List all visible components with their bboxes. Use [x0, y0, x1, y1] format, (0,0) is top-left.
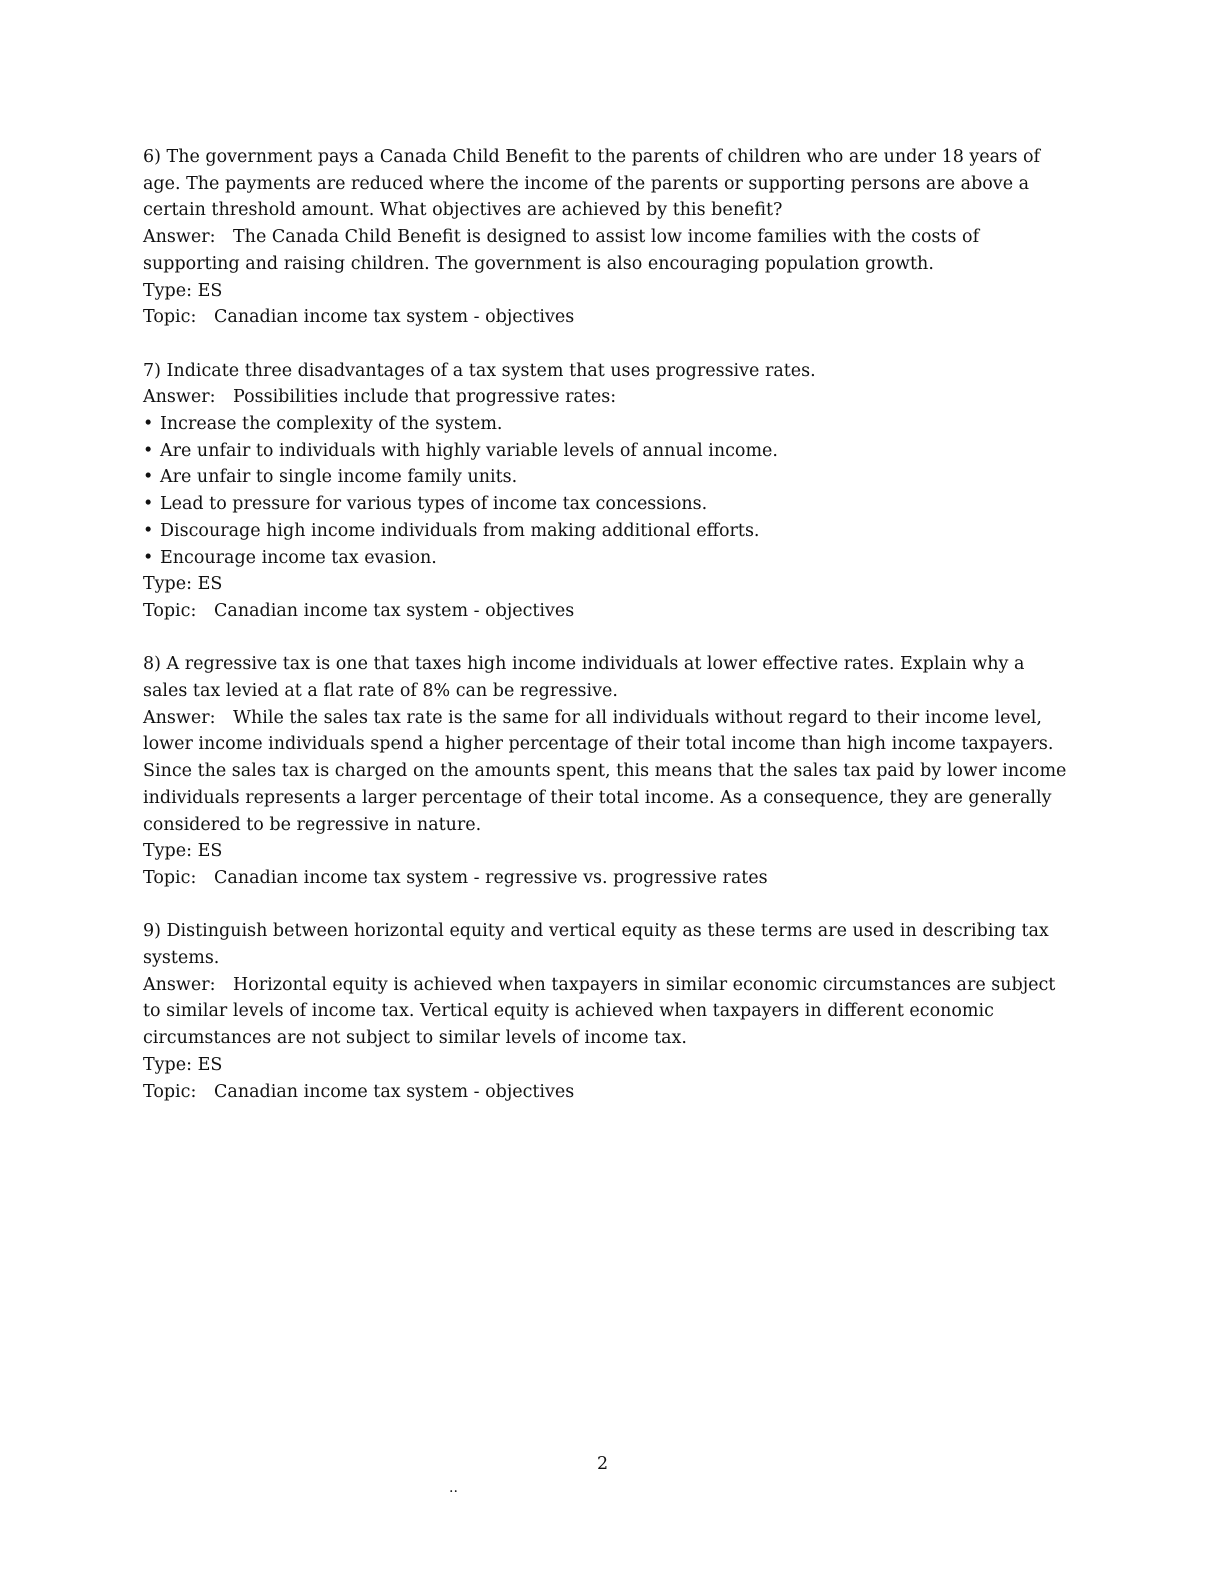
question-8: [143, 651, 1073, 891]
list-item: [143, 518, 1073, 545]
topic-label: Topic:: [143, 307, 197, 328]
bullet-list: [143, 411, 1073, 571]
list-item-text: Are unfair to single income family units.: [160, 467, 518, 488]
answer-text: While the sales tax rate is the same for all individuals without regard to their income level, lower income individuals spend a higher percentage of their total income than high income taxpayers. Since the sales tax is charged on the amounts spent, this means that the sales tax paid by lower income individuals represents a larger percentage of their total income. As a consequence, they are generally considered to be regressive in nature.: [143, 707, 1067, 835]
topic-label: Topic:: [143, 867, 197, 888]
list-item: [143, 545, 1073, 572]
list-item: [143, 411, 1073, 438]
bullet-icon: •: [143, 467, 154, 488]
topic-text: Canadian income tax system - regressive vs. progressive rates: [214, 867, 768, 888]
question-9: [143, 918, 1073, 1105]
topic-label: Topic:: [143, 600, 197, 621]
answer-line: [143, 384, 1073, 411]
type-line: Type: ES: [143, 574, 223, 595]
list-item: [143, 464, 1073, 491]
question-text: 6) The government pays a Canada Child Benefit to the parents of children who are under 18 years of age. The payments are reduced where the income of the parents or supporting persons are above a certain threshold amount. What objectives are achieved by this benefit?: [143, 147, 1041, 221]
topic-line: [143, 865, 1073, 892]
topic-text: Canadian income tax system - objectives: [214, 1081, 575, 1102]
bullet-icon: •: [143, 440, 154, 461]
bullet-icon: •: [143, 547, 154, 568]
bullet-icon: •: [143, 414, 154, 435]
list-item-text: Increase the complexity of the system.: [160, 414, 503, 435]
list-item: [143, 438, 1073, 465]
question-text: 7) Indicate three disadvantages of a tax system that uses progressive rates.: [143, 360, 816, 381]
answer-text: The Canada Child Benefit is designed to assist low income families with the costs of supporting and raising children. The government is also encouraging population growth.: [143, 227, 980, 274]
topic-line: [143, 304, 1073, 331]
answer-label: Answer:: [143, 974, 216, 995]
footer-mark: ..: [449, 1480, 458, 1496]
answer-text: Horizontal equity is achieved when taxpayers in similar economic circumstances are subject to similar levels of income tax. Vertical equity is achieved when taxpayers in different economic circumstances are not subject to similar levels of income tax.: [143, 974, 1056, 1049]
bullet-icon: •: [143, 494, 154, 515]
document-body: [143, 144, 1073, 1132]
page-number: 2: [597, 1454, 609, 1474]
question-text: 9) Distinguish between horizontal equity and vertical equity as these terms are used in describing tax systems.: [143, 921, 1049, 969]
bullet-icon: •: [143, 520, 154, 541]
question-text: 8) A regressive tax is one that taxes high income individuals at lower effective rates. Explain why a sales tax levied at a flat rate of 8% can be regressive.: [143, 654, 1025, 702]
list-item-text: Discourage high income individuals from making additional efforts.: [160, 520, 760, 541]
topic-text: Canadian income tax system - objectives: [214, 307, 575, 328]
type-line: Type: ES: [143, 1054, 223, 1075]
answer-label: Answer:: [143, 387, 216, 408]
answer-label: Answer:: [143, 227, 216, 248]
answer-text: Possibilities include that progressive rates:: [233, 387, 617, 408]
topic-line: [143, 598, 1073, 625]
type-line: Type: ES: [143, 280, 223, 301]
topic-label: Topic:: [143, 1081, 197, 1102]
question-7: [143, 358, 1073, 625]
type-line: Type: ES: [143, 841, 223, 862]
answer-line: [143, 972, 1073, 1052]
answer-label: Answer:: [143, 707, 216, 728]
answer-line: [143, 224, 1073, 277]
answer-line: [143, 705, 1073, 839]
topic-line: [143, 1079, 1073, 1106]
topic-text: Canadian income tax system - objectives: [214, 600, 575, 621]
list-item-text: Encourage income tax evasion.: [160, 547, 437, 568]
question-6: [143, 144, 1073, 331]
list-item: [143, 491, 1073, 518]
list-item-text: Are unfair to individuals with highly variable levels of annual income.: [160, 440, 778, 461]
list-item-text: Lead to pressure for various types of income tax concessions.: [160, 494, 708, 515]
